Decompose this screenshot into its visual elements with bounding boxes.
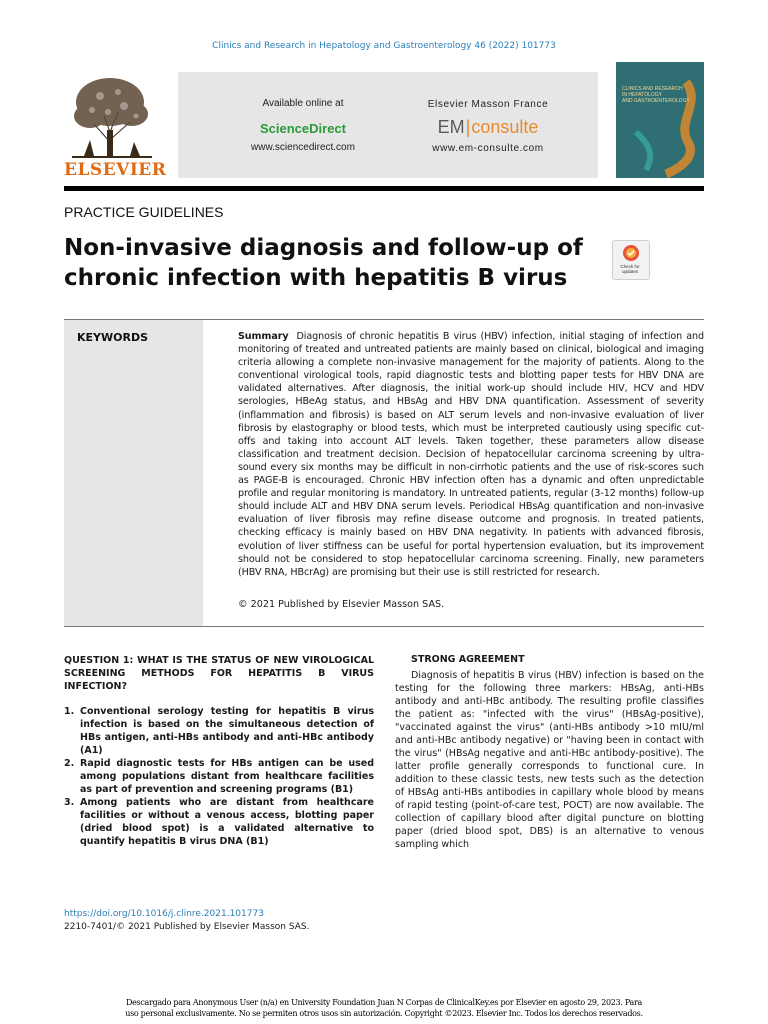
journal-cover (616, 62, 704, 178)
em-consulte-logo (388, 117, 588, 138)
check-for-updates-label: Check for updates (620, 264, 640, 274)
summary-text: Diagnosis of chronic hepatitis B virus (HBV) infection, initial staging of infection and monitoring of treated and untreated patients are mainly based on clinical, biological and imaging criteria allowing a complete non-invasive management for the majority of patients. Along to the conventional virological tools, rapid diagnostic tests and blotting paper tests for HBV DNA are validated alternatives. After diagnosis, the initial work-up should include HIV, HCV and HDV serologies, HBeAg status, and HBsAg and HBV DNA quantification. Assessment of severity (inflammation and fibrosis) is based on ALT serum levels and non-invasive evaluation of liver fibrosis by elastography or blood tests, which must be interpreted cautiously using specific cut-offs and taking into account ALT levels. Taken together, these parameters allow disease classification and treatment decision. Decision of hepatocellular carcinoma screening by ultra-sound every six months may be difficult in non-cirrhotic patients and the use of risk-scores such as PAGE-B is encouraged. Chronic HBV infection often has a dynamic and often unpredictable profile and regular monitoring is mandatory. In untreated patients, regular (3-12 months) follow-up should include ALT and HBV DNA serum levels. Periodical HBsAg quantification and non-invasive evaluation of liver fibrosis may refine disease outcome and prognosis. In treated patients, checking efficacy is mainly based on HBV DNA negativity. In patients with advanced fibrosis, evolution of liver stiffness can be useful for portal hypertension evaluation, but its improvement should not be considered to stop hepatocellular carcinoma screening. Finally, new parameters (HBV RNA, HBcrAg) are promising but their use is still restricted for research. (238, 331, 704, 578)
sciencedirect-name[interactable]: ScienceDirect (260, 121, 346, 136)
publisher-name: Elsevier Masson France (427, 99, 549, 110)
sciencedirect-url[interactable]: www.sciencedirect.com (251, 142, 355, 153)
elsevier-wordmark: ELSEVIER (64, 160, 167, 180)
keywords-label: KEYWORDS (77, 331, 149, 344)
em-logo-divider: | (465, 117, 471, 137)
recommendation-number: 1. (64, 706, 75, 717)
summary-copyright: © 2021 Published by Elsevier Masson SAS. (238, 599, 445, 610)
journal-reference: Clinics and Research in Hepatology and Gastroenterology 46 (2022) 101773 (212, 41, 556, 51)
check-updates-icon (613, 241, 649, 265)
cover-title-line: CLINICS AND RESEARCH (622, 86, 683, 92)
recommendation-item (64, 796, 374, 848)
header-rule (64, 186, 704, 191)
cover-title (622, 86, 698, 104)
cover-title-line: IN HEPATOLOGY (622, 92, 663, 98)
em-logo-left: EM (437, 117, 465, 137)
summary-lead: Summary (238, 331, 289, 342)
recommendation-list (64, 705, 374, 848)
agreement-heading: STRONG AGREEMENT (411, 654, 525, 665)
recommendation-number: 2. (64, 758, 75, 769)
question-heading: QUESTION 1: WHAT IS THE STATUS OF NEW VIROLOGICAL SCREENING METHODS FOR HEPATITIS B VIRUS INFECTION? (64, 655, 374, 692)
issn-line: 2210-7401/© 2021 Published by Elsevier Masson SAS. (64, 922, 310, 932)
cover-title-line: AND GASTROENTEROLOGY (622, 98, 690, 104)
keywords-panel (64, 320, 203, 626)
doi-link[interactable]: https://doi.org/10.1016/j.clinre.2021.101773 (64, 909, 264, 919)
article-title: Non-invasive diagnosis and follow-up of chronic infection with hepatitis B virus (64, 235, 583, 291)
recommendation-text: Conventional serology testing for hepatitis B virus infection is based on the simultaneous detection of HBs antigen, anti-HBs antibody and anti-HBc antibody (A1) (80, 706, 374, 756)
recommendation-text: Rapid diagnostic tests for HBs antigen can be used among populations distant from healthcare facilities as part of prevention and screening programs (B1) (80, 758, 374, 795)
check-for-updates-button[interactable] (612, 240, 650, 280)
recommendation-number: 3. (64, 797, 75, 808)
em-logo-right: consulte (471, 117, 539, 137)
article-section-label: PRACTICE GUIDELINES (64, 204, 224, 220)
em-consulte-url[interactable]: www.em-consulte.com (432, 143, 544, 154)
available-online-label: Available online at (262, 98, 344, 109)
download-notice-footer: Descargado para Anonymous User (n/a) en University Foundation Juan N Corpas de ClinicalKey.es por Elsevier en agosto 29, 2023. Para uso personal exclusivamente. No se permiten otros usos sin autorización. Copyright ©2023. Elsevier Inc. Todos los derechos reservados. (125, 998, 643, 1018)
recommendation-text: Among patients who are distant from healthcare facilities or without a venous access, blotting paper (dried blood spot) is a validated alternative to quantify hepatitis B virus DNA (B1) (80, 797, 374, 847)
recommendation-item (64, 705, 374, 757)
recommendation-item (64, 757, 374, 796)
cover-artwork (616, 62, 704, 178)
body-paragraph: Diagnosis of hepatitis B virus (HBV) infection is based on the testing for the following three markers: HBsAg, anti-HBs antibody and anti-HBc antibody. The resulting profile classifies the patient as: "infected with the virus" (HBsAg-positive), "vaccinated against the virus" (anti-HBs antibody >10 mIU/ml and anti-HBc antibody negative) or "having been in contact with the virus" (HBsAg negative and anti-HBc antibody-positive). The latter profile generally corresponds to functional cure. In addition to these classic tests, new tests such as the detection of HBsAg anti-HBs antibodies in capillary whole blood by means of rapid testing (point-of-care test, POCT) are now available. The collection of capillary blood after digital puncture on blotting paper (dried blood spot, DBS) is an alternative to venous sampling which (395, 670, 704, 850)
abstract-bottom-rule (64, 626, 704, 627)
summary-paragraph (238, 330, 704, 579)
